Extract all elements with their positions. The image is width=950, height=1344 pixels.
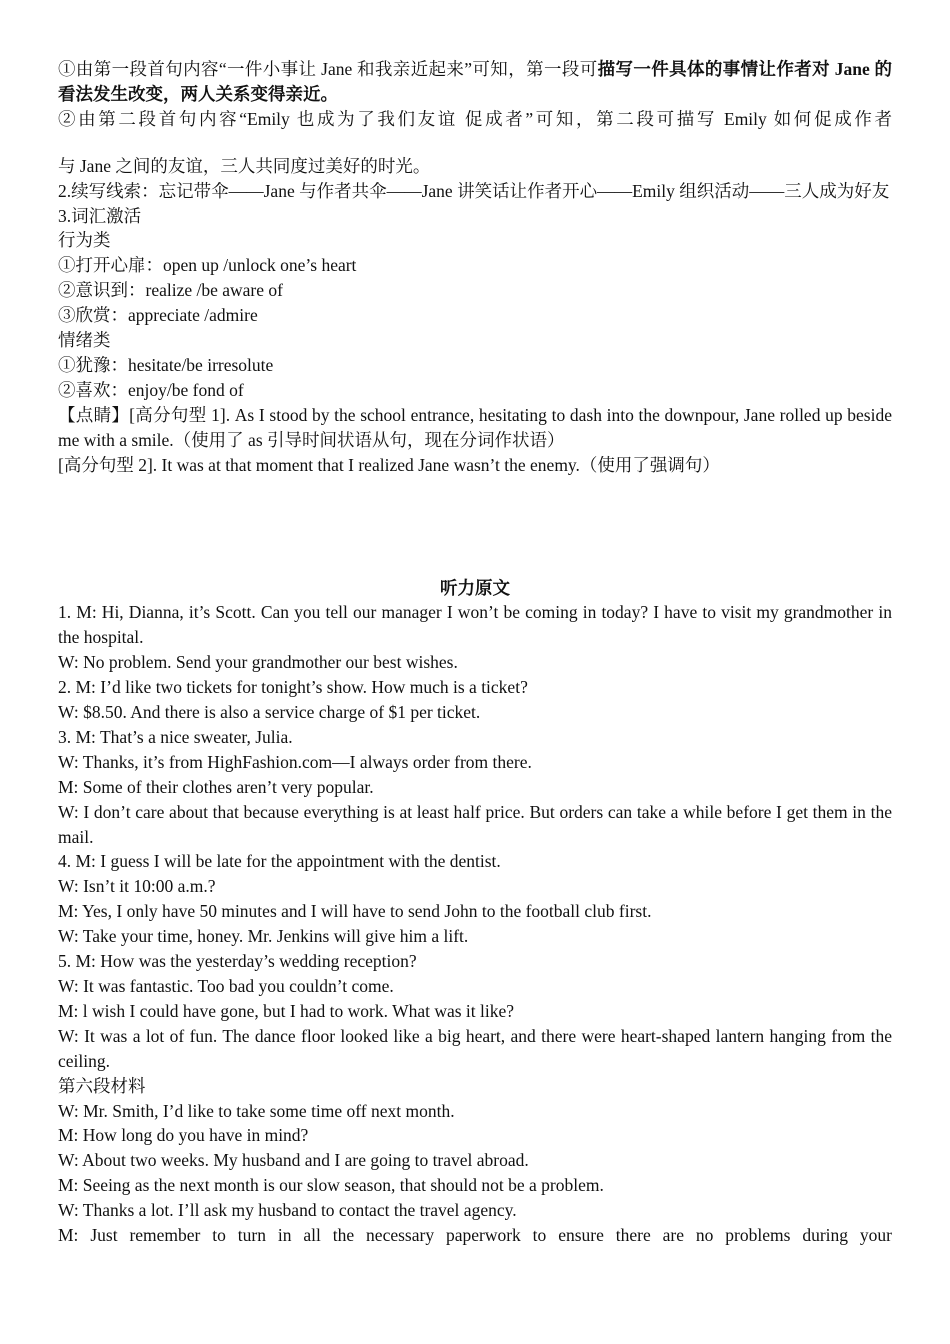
behavior-item: ②意识到：realize /be aware of <box>58 280 283 301</box>
emotion-heading: 情绪类 <box>58 330 111 351</box>
transcript-line: W: About two weeks. My husband and I are going to travel abroad. <box>58 1150 529 1171</box>
transcript-line: M: Yes, I only have 50 minutes and I will have to send John to the football club first. <box>58 901 652 922</box>
transcript-line: 4. M: I guess I will be late for the appointment with the dentist. <box>58 851 501 872</box>
highlight-sentence-1: 【点睛】[高分句型 1]. As I stood by the school entrance, hesitating to dash into the downpour, Jane rolled up beside me with a smile.（使用了 as 引导时间状语从句，现在分词作状语） <box>58 404 892 450</box>
transcript-line: M: Some of their clothes aren’t very popular. <box>58 776 374 797</box>
highlight-sentence-2: [高分句型 2]. It was at that moment that I realized Jane wasn’t the enemy.（使用了强调句） <box>58 454 720 475</box>
emotion-item: ①犹豫：hesitate/be irresolute <box>58 354 274 375</box>
transcript-line: W: Take your time, honey. Mr. Jenkins will give him a lift. <box>58 926 469 947</box>
continuation-clues: 2.续写线索：忘记带伞——Jane 与作者共伞——Jane 讲笑话让作者开心——Emily 组织活动——三人成为好友 <box>58 180 890 201</box>
behavior-heading: 行为类 <box>58 230 111 251</box>
transcript-title: 听力原文 <box>440 577 510 598</box>
spacer <box>58 132 892 154</box>
transcript-line: W: No problem. Send your grandmother our best wishes. <box>58 652 458 673</box>
transcript-line: M: Seeing as the next month is our slow season, that should not be a problem. <box>58 1175 604 1196</box>
transcript-line: W: I don’t care about that because everything is at least half price. But orders can take a while before I get them in the mail. <box>58 801 892 847</box>
transcript-line: W: Thanks a lot. I’ll ask my husband to contact the travel agency. <box>58 1200 517 1221</box>
transcript-line: M: How long do you have in mind? <box>58 1125 309 1146</box>
transcript-line: W: $8.50. And there is also a service charge of $1 per ticket. <box>58 702 481 723</box>
transcript-line: 5. M: How was the yesterday’s wedding reception? <box>58 951 417 972</box>
transcript-line: W: Isn’t it 10:00 a.m.? <box>58 876 216 897</box>
transcript-line: 1. M: Hi, Dianna, it’s Scott. Can you tell our manager I won’t be coming in today? I have to visit my grandmother in the hospital. <box>58 602 892 648</box>
transcript-line: M: l wish I could have gone, but I had to work. What was it like? <box>58 1000 515 1021</box>
emotion-item: ②喜欢：enjoy/be fond of <box>58 379 244 400</box>
analysis-paragraph-2-line-1: ②由第二段首句内容“Emily 也成为了我们友谊 促成者”可知，第二段可描写 Emily 如何促成作者 <box>58 108 892 129</box>
vocab-heading: 3.词汇激活 <box>58 205 142 226</box>
spacer <box>58 478 892 576</box>
section-heading: 第六段材料 <box>58 1075 146 1096</box>
transcript-line: W: It was a lot of fun. The dance floor looked like a big heart, and there were heart-shaped lantern hanging from the ceiling. <box>58 1025 892 1071</box>
analysis-p1-prefix: ①由第一段首句内容“一件小事让 Jane 和我亲近起来”可知，第一段可 <box>58 59 598 79</box>
transcript-line: 3. M: That’s a nice sweater, Julia. <box>58 726 293 747</box>
transcript-line: 2. M: I’d like two tickets for tonight’s show. How much is a ticket? <box>58 677 528 698</box>
transcript-line: M: Just remember to turn in all the necessary paperwork to ensure there are no problems during your <box>58 1225 892 1246</box>
document-page <box>58 57 892 1248</box>
behavior-item: ③欣赏：appreciate /admire <box>58 305 258 326</box>
analysis-paragraph-1 <box>58 57 892 107</box>
transcript-line: W: It was fantastic. Too bad you couldn’t come. <box>58 976 394 996</box>
analysis-paragraph-2-line-2: 与 Jane 之间的友谊，三人共同度过美好的时光。 <box>58 155 431 176</box>
transcript-line: W: Thanks, it’s from HighFashion.com—I always order from there. <box>58 751 532 772</box>
behavior-item: ①打开心扉：open up /unlock one’s heart <box>58 255 357 276</box>
transcript-line: W: Mr. Smith, I’d like to take some time off next month. <box>58 1100 455 1121</box>
analysis-p1-bold: 描写一件具体的事情让作者对 Jane 的看法发生改变，两人关系变得亲近。 <box>58 59 892 104</box>
